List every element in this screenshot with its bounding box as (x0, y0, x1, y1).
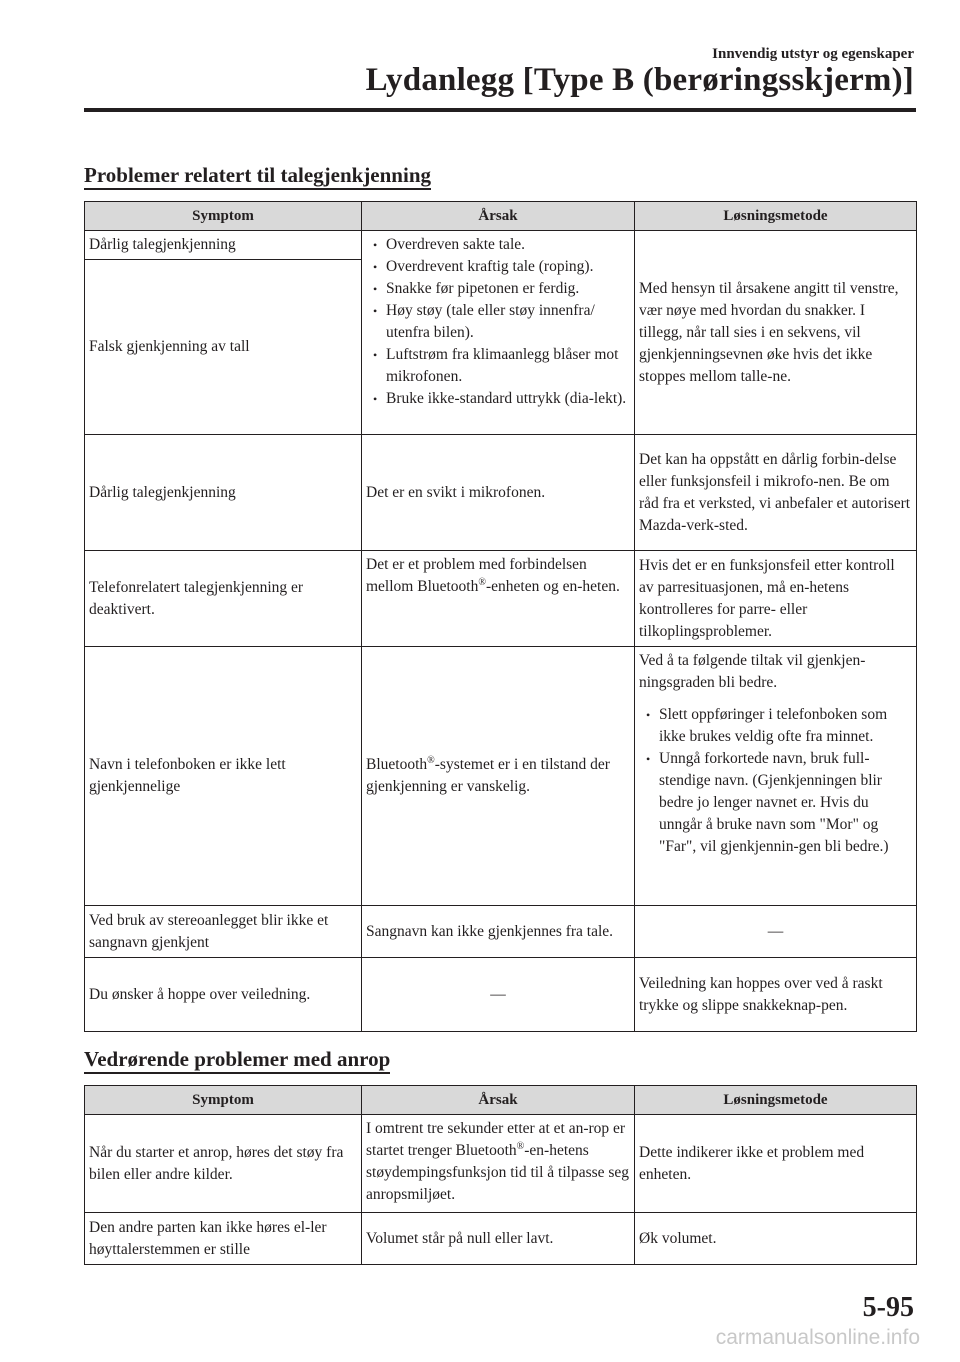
list-item: • Slett oppføringer i telefonboken som ikke brukes veldig ofte fra minnet. (639, 704, 912, 748)
solution-cell: — (635, 906, 917, 958)
spacer (639, 694, 912, 704)
symptom-cell: Dårlig talegjenkjenning (85, 231, 362, 260)
call-problems-table (84, 1085, 917, 1265)
column-header-solution: Løsningsmetode (635, 1086, 917, 1115)
table-row (85, 435, 917, 551)
table-row (85, 231, 917, 260)
solution-cell: Hvis det er en funksjonsfeil etter kontroll av parresituasjonen, må en-hetens kontrolleres for parre- eller tilkoplingsproblemer. (635, 551, 917, 647)
cause-list (366, 234, 630, 410)
symptom-cell: Falsk gjenkjenning av tall (85, 260, 362, 435)
cause-text: Bluetooth (366, 756, 428, 773)
table-header-row (85, 202, 917, 231)
solution-cell: Dette indikerer ikke et problem med enheten. (635, 1115, 917, 1213)
page-title: Lydanlegg [Type B (berøringsskjerm)] (365, 62, 914, 98)
column-header-symptom: Symptom (85, 202, 362, 231)
list-item: • Bruke ikke-standard uttrykk (dia-lekt). (366, 388, 630, 410)
registered-mark: ® (516, 1140, 525, 1152)
cause-cell: — (362, 958, 635, 1032)
cause-cell (362, 551, 635, 647)
list-item: • Snakke før pipetonen er ferdig. (366, 278, 630, 300)
symptom-cell: Ved bruk av stereoanlegget blir ikke et sangnavn gjenkjent (85, 906, 362, 958)
page-number: 5-95 (862, 1292, 914, 1323)
cause-cell: Volumet står på null eller lavt. (362, 1213, 635, 1265)
table-row (85, 1213, 917, 1265)
header-rule (84, 108, 916, 112)
registered-mark: ® (478, 576, 486, 588)
list-item: • Høy støy (tale eller støy innenfra/ utenfra bilen). (366, 300, 630, 344)
solution-cell: Med hensyn til årsakene angitt til venstre, vær nøye med hvordan du snakker. I tillegg, når tall sies i en sekvens, vil gjenkjenningsevnen øke hvis det ikke stoppes mellom talle-ne. (635, 231, 917, 435)
solution-intro: Ved å ta følgende tiltak vil gjenkjen-ningsgraden bli bedre. (639, 652, 866, 691)
symptom-cell: Navn i telefonboken er ikke lett gjenkjennelige (85, 647, 362, 906)
chapter-subtitle: Innvendig utstyr og egenskaper (712, 46, 914, 62)
watermark: carmanualsonline.info (715, 1326, 920, 1349)
solution-cell: Veiledning kan hoppes over ved å raskt trykke og slippe snakkeknap-pen. (635, 958, 917, 1032)
list-item: • Overdreven sakte tale. (366, 234, 630, 256)
table-row (85, 958, 917, 1032)
cause-cell (362, 647, 635, 906)
symptom-cell: Du ønsker å hoppe over veiledning. (85, 958, 362, 1032)
cause-cell (362, 231, 635, 435)
symptom-cell: Den andre parten kan ikke høres el-ler høyttalerstemmen er stille (85, 1213, 362, 1265)
column-header-cause: Årsak (362, 202, 635, 231)
cause-text: I omtrent tre sekunder etter at et an-rop er startet trenger Bluetooth (366, 1120, 626, 1159)
cause-cell: Sangnavn kan ikke gjenkjennes fra tale. (362, 906, 635, 958)
solution-cell (635, 647, 917, 906)
list-item: • Overdrevent kraftig tale (roping). (366, 256, 630, 278)
cause-text: -systemet er i en tilstand der gjenkjenning er vanskelig. (366, 756, 610, 795)
column-header-cause: Årsak (362, 1086, 635, 1115)
symptom-cell: Når du starter et anrop, høres det støy fra bilen eller andre kilder. (85, 1115, 362, 1213)
solution-list (639, 704, 912, 858)
section-title-speech-recognition: Problemer relatert til talegjenkjenning (84, 163, 431, 190)
table-row (85, 647, 917, 906)
column-header-symptom: Symptom (85, 1086, 362, 1115)
registered-mark: ® (427, 754, 435, 766)
symptom-cell: Dårlig talegjenkjenning (85, 435, 362, 551)
table-header-row (85, 1086, 917, 1115)
table-row (85, 551, 917, 647)
solution-cell: Øk volumet. (635, 1213, 917, 1265)
cause-cell (362, 1115, 635, 1213)
symptom-cell: Telefonrelatert talegjenkjenning er deaktivert. (85, 551, 362, 647)
column-header-solution: Løsningsmetode (635, 202, 917, 231)
section-title-call-problems: Vedrørende problemer med anrop (84, 1047, 390, 1074)
solution-cell: Det kan ha oppstått en dårlig forbin-delse eller funksjonsfeil i mikrofo-nen. Be om råd fra et verksted, vi anbefaler et autorisert Mazda-verk-sted. (635, 435, 917, 551)
cause-text: -en-hetens støydempingsfunksjon tid til å tilpasse seg anropsmiljøet. (366, 1142, 630, 1203)
speech-recognition-table (84, 201, 917, 1032)
table-row (85, 906, 917, 958)
cause-text: Det er et problem med forbindelsen mellom Bluetooth (366, 556, 587, 595)
cause-cell: Det er en svikt i mikrofonen. (362, 435, 635, 551)
cause-text: -enheten og en-heten. (485, 578, 620, 595)
list-item: • Unngå forkortede navn, bruk full-stendige navn. (Gjenkjenningen blir bedre jo lenger navnet er. Hvis du unngår å bruke navn som "Mor" og "Far", vil gjenkjennin-gen bli bedre.) (639, 748, 912, 858)
table-row (85, 1115, 917, 1213)
list-item: • Luftstrøm fra klimaanlegg blåser mot mikrofonen. (366, 344, 630, 388)
